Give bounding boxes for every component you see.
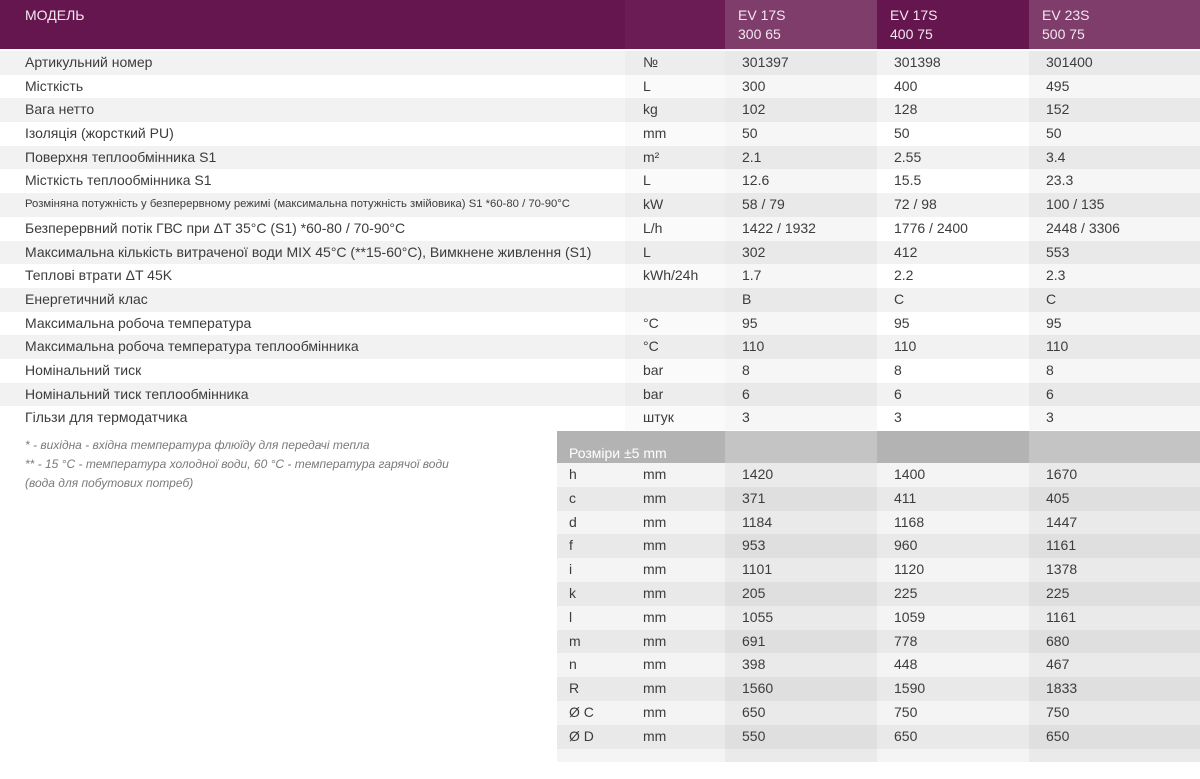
spec-value-1: 302 — [742, 243, 766, 260]
table-row — [557, 725, 1200, 749]
dimension-unit: mm — [643, 584, 667, 601]
spec-label: Вага нетто — [25, 101, 95, 118]
spec-unit: °C — [643, 314, 659, 331]
table-row — [0, 51, 1200, 75]
dimension-unit: mm — [643, 489, 667, 506]
dimension-unit: mm — [643, 561, 667, 578]
dimension-key: R — [569, 680, 580, 697]
spec-value-1: 8 — [742, 361, 750, 378]
spec-value-1: 12.6 — [742, 172, 770, 189]
dimensions-table — [557, 431, 1200, 762]
spec-value-2: 95 — [894, 314, 910, 331]
column-shade — [625, 169, 725, 193]
dimension-value-3: 225 — [1046, 584, 1070, 601]
spec-value-2: 2.55 — [894, 148, 922, 165]
spec-value-1: 2.1 — [742, 148, 762, 165]
spec-value-2: C — [894, 290, 905, 307]
dimension-value-3: 405 — [1046, 489, 1070, 506]
column-shade — [1029, 406, 1200, 430]
dimension-value-1: 691 — [742, 632, 766, 649]
table-row — [0, 264, 1200, 288]
model-variant: 400 75 — [890, 26, 933, 42]
spec-value-2: 8 — [894, 361, 902, 378]
spec-unit: bar — [643, 361, 664, 378]
table-row — [0, 146, 1200, 170]
dimension-value-2: 650 — [894, 727, 918, 744]
table-row — [557, 534, 1200, 558]
dimension-value-2: 960 — [894, 537, 918, 554]
table-row — [0, 122, 1200, 146]
dimension-value-2: 1059 — [894, 608, 926, 625]
table-row — [0, 406, 1200, 430]
table-row — [557, 511, 1200, 535]
spec-value-3: 50 — [1046, 125, 1062, 142]
dimension-key: d — [569, 513, 577, 530]
dimension-key: n — [569, 656, 577, 673]
column-shade — [625, 217, 725, 241]
dimension-value-2: 1590 — [894, 680, 926, 697]
table-row — [557, 463, 1200, 487]
column-shade — [1029, 359, 1200, 383]
spec-value-3: 100 / 135 — [1046, 196, 1105, 213]
spec-label: Теплові втрати ΔT 45K — [25, 267, 173, 284]
dimension-value-3: 467 — [1046, 656, 1070, 673]
spec-value-2: 2.2 — [894, 267, 914, 284]
column-shade — [625, 359, 725, 383]
spec-value-1: 50 — [742, 125, 758, 142]
dimension-unit: mm — [643, 656, 667, 673]
dimension-key: Ø D — [569, 727, 594, 744]
spec-unit: bar — [643, 385, 664, 402]
table-row — [557, 677, 1200, 701]
spec-value-1: 102 — [742, 101, 766, 118]
table-row — [0, 217, 1200, 241]
dimension-value-3: 650 — [1046, 727, 1070, 744]
dimension-value-3: 1161 — [1046, 537, 1077, 554]
dimension-value-2: 1400 — [894, 466, 926, 482]
spec-label: Максимальна кількість витраченої води MIX 45°C (**15-60°C), Вимкнене живлення (S1) — [25, 243, 592, 260]
spec-value-3: 152 — [1046, 101, 1070, 118]
table-header — [0, 0, 1200, 49]
spec-unit: L — [643, 77, 651, 94]
spec-value-2: 72 / 98 — [894, 196, 937, 213]
dimension-value-2: 778 — [894, 632, 918, 649]
table-row — [557, 558, 1200, 582]
spec-label: Максимальна робоча температура — [25, 314, 252, 331]
column-shade — [625, 51, 725, 75]
spec-unit: °C — [643, 338, 659, 355]
table-row — [0, 241, 1200, 265]
dimension-value-1: 1055 — [742, 608, 774, 625]
dimension-key: h — [569, 466, 577, 482]
dimension-key: f — [569, 537, 573, 554]
dimension-unit: mm — [643, 680, 667, 697]
spec-label: Розміняна потужність у безперервному режимі (максимальна потужність змійовика) S1 *60-80 / 70-90°C — [25, 198, 570, 211]
column-shade — [625, 241, 725, 265]
spec-value-2: 400 — [894, 77, 918, 94]
dimension-unit: mm — [643, 632, 667, 649]
header-shade — [725, 431, 877, 463]
dimension-value-1: 1560 — [742, 680, 774, 697]
dimension-key: Ø C — [569, 703, 594, 720]
column-shade — [625, 406, 725, 430]
table-row — [0, 383, 1200, 407]
column-shade — [625, 193, 725, 217]
spec-value-1: 110 — [742, 338, 765, 355]
spec-value-1: 1.7 — [742, 267, 762, 284]
column-shade — [625, 75, 725, 99]
spec-value-3: 495 — [1046, 77, 1070, 94]
table-row — [557, 582, 1200, 606]
dimension-value-3: 1161 — [1046, 608, 1077, 625]
spec-value-3: C — [1046, 290, 1057, 307]
table-row — [0, 359, 1200, 383]
dimensions-title: Розміри ±5 mm — [569, 445, 667, 461]
model-name: EV 17S — [890, 7, 938, 23]
spec-value-2: 15.5 — [894, 172, 922, 189]
footnote: ** - 15 °C - температура холодної води, 60 °C - температура гарячої води — [25, 457, 449, 471]
dimension-unit: mm — [643, 703, 667, 720]
spec-value-1: 95 — [742, 314, 758, 331]
spec-unit: L — [643, 172, 651, 189]
column-shade — [625, 312, 725, 336]
table-row — [557, 701, 1200, 725]
spec-value-2: 110 — [894, 338, 917, 355]
spec-value-1: 58 / 79 — [742, 196, 785, 213]
spec-unit: L/h — [643, 219, 663, 236]
spec-label: Поверхня теплообмінника S1 — [25, 148, 217, 165]
spec-value-3: 6 — [1046, 385, 1054, 402]
dimension-key: i — [569, 561, 573, 578]
table-row — [557, 653, 1200, 677]
dimensions-header — [557, 431, 1200, 463]
column-shade — [1029, 383, 1200, 407]
spec-label: Гільзи для термодатчика — [25, 409, 188, 426]
table-row — [557, 630, 1200, 654]
spec-label: Ізоляція (жорсткий PU) — [25, 125, 174, 142]
dimension-unit: mm — [643, 466, 667, 482]
spec-value-1: B — [742, 290, 752, 307]
dimension-value-3: 1670 — [1046, 466, 1078, 482]
table-row — [557, 487, 1200, 511]
column-shade — [625, 335, 725, 359]
model-name: EV 17S — [738, 7, 786, 23]
dimension-value-1: 1420 — [742, 466, 774, 482]
spec-value-2: 301398 — [894, 54, 941, 70]
spec-value-1: 1422 / 1932 — [742, 219, 816, 236]
dimension-value-2: 750 — [894, 703, 918, 720]
header-shade — [1029, 431, 1200, 463]
spec-value-3: 553 — [1046, 243, 1070, 260]
unit-header-cell — [625, 0, 725, 49]
spec-value-2: 3 — [894, 409, 902, 426]
dimension-unit: mm — [643, 608, 667, 625]
table-row — [0, 335, 1200, 359]
column-shade — [625, 98, 725, 122]
spec-unit: штук — [643, 409, 674, 426]
footnote: * - вихідна - вхідна температура флюїду для передачі тепла — [25, 438, 370, 452]
spec-value-3: 301400 — [1046, 54, 1093, 70]
dimension-value-2: 1168 — [894, 513, 925, 530]
table-row — [0, 169, 1200, 193]
spec-value-1: 6 — [742, 385, 750, 402]
spec-unit: kg — [643, 101, 658, 118]
column-shade — [625, 288, 725, 312]
spec-value-3: 3 — [1046, 409, 1054, 426]
column-shade — [625, 122, 725, 146]
dimension-unit: mm — [643, 727, 667, 744]
table-row — [0, 288, 1200, 312]
model-name: EV 23S — [1042, 7, 1090, 23]
table-row — [0, 312, 1200, 336]
spec-table — [0, 51, 1200, 430]
dimension-value-1: 205 — [742, 584, 766, 601]
spec-value-2: 6 — [894, 385, 902, 402]
dimension-value-2: 225 — [894, 584, 918, 601]
model-variant: 300 65 — [738, 26, 781, 42]
spec-unit: № — [643, 54, 659, 70]
spec-value-3: 2448 / 3306 — [1046, 219, 1120, 236]
spec-value-2: 50 — [894, 125, 910, 142]
footnotes — [25, 436, 545, 493]
spec-value-2: 412 — [894, 243, 918, 260]
column-shade — [1029, 749, 1200, 762]
dimension-key: l — [569, 608, 573, 625]
dimensions-rows — [557, 463, 1200, 749]
model-header-label: МОДЕЛЬ — [25, 7, 85, 23]
table-row — [557, 606, 1200, 630]
spec-unit: kWh/24h — [643, 267, 699, 284]
spec-label: Місткість — [25, 77, 84, 94]
spec-value-3: 2.3 — [1046, 267, 1066, 284]
model-variant: 500 75 — [1042, 26, 1085, 42]
dimension-value-1: 550 — [742, 727, 766, 744]
spec-label: Безперервний потік ГВС при ΔT 35°C (S1) *60-80 / 70-90°C — [25, 219, 406, 236]
dimension-key: c — [569, 489, 576, 506]
spec-value-3: 23.3 — [1046, 172, 1074, 189]
spec-label: Місткість теплообмінника S1 — [25, 172, 212, 189]
table-row — [0, 75, 1200, 99]
spec-value-3: 95 — [1046, 314, 1062, 331]
dimension-value-1: 398 — [742, 656, 766, 673]
spec-value-1: 301397 — [742, 54, 789, 70]
spec-unit: m² — [643, 148, 660, 165]
spec-value-3: 3.4 — [1046, 148, 1066, 165]
spec-label: Номінальний тиск теплообмінника — [25, 385, 249, 402]
dimension-value-2: 448 — [894, 656, 918, 673]
table-row — [0, 98, 1200, 122]
dimension-value-3: 1833 — [1046, 680, 1078, 697]
column-shade — [725, 749, 877, 762]
dimension-value-1: 1101 — [742, 561, 773, 578]
table-row — [0, 193, 1200, 217]
column-shade — [625, 146, 725, 170]
dimension-key: k — [569, 584, 576, 601]
spec-value-3: 110 — [1046, 338, 1069, 355]
dimension-unit: mm — [643, 537, 667, 554]
spec-label: Артикульний номер — [25, 54, 153, 70]
spec-label: Максимальна робоча температура теплообмінника — [25, 338, 359, 355]
spec-value-2: 1776 / 2400 — [894, 219, 968, 236]
model-header-2 — [877, 0, 1029, 49]
spec-value-2: 128 — [894, 101, 918, 118]
dimensions-footer — [557, 749, 1200, 762]
dimension-unit: mm — [643, 513, 667, 530]
spec-label: Номінальний тиск — [25, 361, 142, 378]
dimension-value-1: 650 — [742, 703, 766, 720]
model-header-1 — [725, 0, 877, 49]
spec-unit: L — [643, 243, 651, 260]
dimension-value-2: 411 — [894, 489, 917, 506]
dimension-value-3: 1378 — [1046, 561, 1078, 578]
spec-value-1: 300 — [742, 77, 766, 94]
dimension-value-3: 1447 — [1046, 513, 1078, 530]
dimension-value-1: 953 — [742, 537, 766, 554]
spec-value-1: 3 — [742, 409, 750, 426]
spec-unit: mm — [643, 125, 667, 142]
spec-value-3: 8 — [1046, 361, 1054, 378]
dimension-value-3: 750 — [1046, 703, 1070, 720]
model-header-3 — [1029, 0, 1200, 49]
column-shade — [625, 383, 725, 407]
dimension-value-1: 371 — [742, 489, 766, 506]
spec-label: Енергетичний клас — [25, 290, 148, 307]
footnote: (вода для побутових потреб) — [25, 476, 194, 490]
dimension-value-3: 680 — [1046, 632, 1070, 649]
dimension-key: m — [569, 632, 581, 649]
spec-unit: kW — [643, 196, 664, 213]
dimension-value-1: 1184 — [742, 513, 773, 530]
dimension-value-2: 1120 — [894, 561, 925, 578]
